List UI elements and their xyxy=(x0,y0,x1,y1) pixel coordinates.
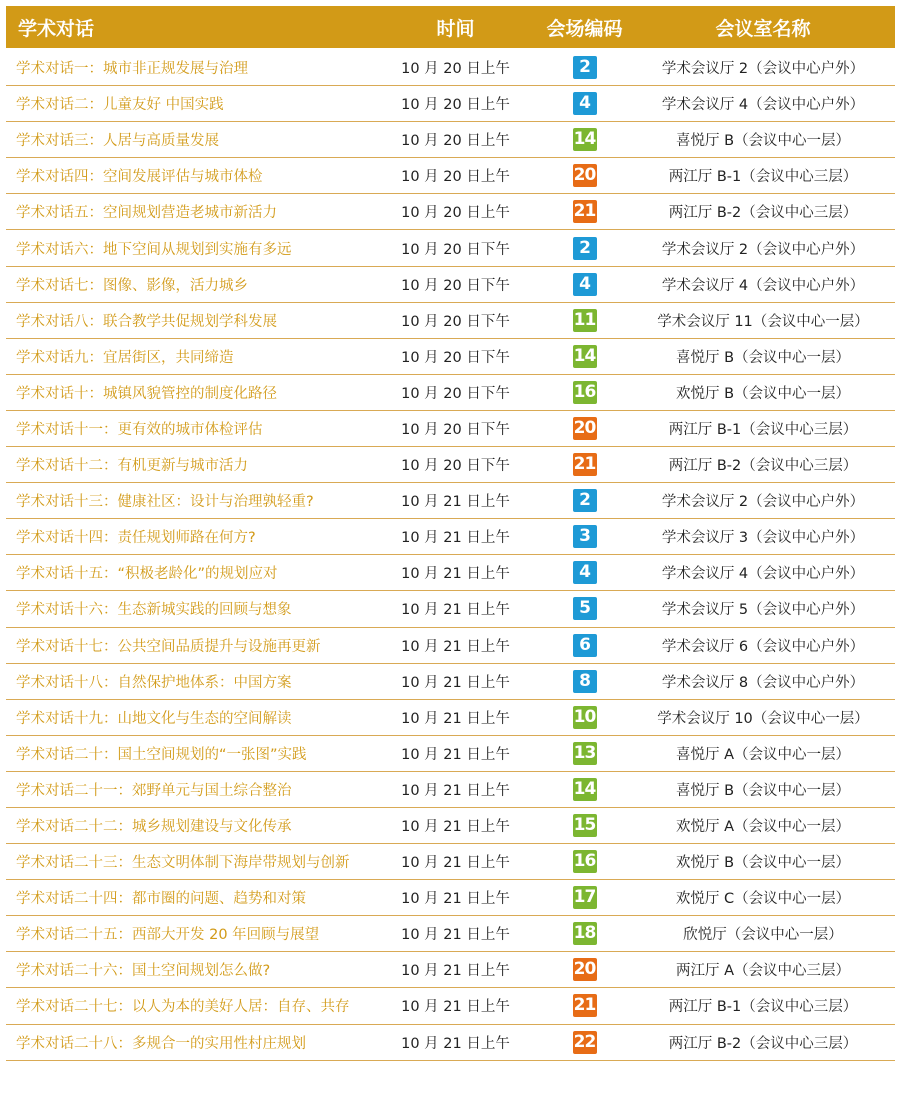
venue-code-cell xyxy=(538,627,631,663)
table-row xyxy=(6,699,895,735)
venue-code-badge: 2 xyxy=(573,237,597,260)
venue-code-cell xyxy=(538,916,631,952)
venue-code-cell xyxy=(538,302,631,338)
table-row xyxy=(6,735,895,771)
dialogue-title: 学术对话二十六：国土空间规划怎么做? xyxy=(6,952,373,988)
header-code: 会场编码 xyxy=(538,6,631,49)
room-name: 学术会议厅 4（会议中心户外） xyxy=(631,555,895,591)
table-row xyxy=(6,338,895,374)
table-row xyxy=(6,916,895,952)
session-time: 10 月 21 日上午 xyxy=(373,807,538,843)
venue-code-cell xyxy=(538,483,631,519)
session-time: 10 月 21 日上午 xyxy=(373,627,538,663)
dialogue-title: 学术对话二十四：都市圈的问题、趋势和对策 xyxy=(6,880,373,916)
session-time: 10 月 20 日下午 xyxy=(373,302,538,338)
session-time: 10 月 21 日上午 xyxy=(373,735,538,771)
venue-code-cell xyxy=(538,771,631,807)
venue-code-cell xyxy=(538,158,631,194)
table-row xyxy=(6,844,895,880)
venue-code-cell xyxy=(538,807,631,843)
venue-code-cell xyxy=(538,663,631,699)
session-time: 10 月 21 日上午 xyxy=(373,1024,538,1060)
venue-code-cell xyxy=(538,699,631,735)
dialogue-title: 学术对话十三：健康社区：设计与治理孰轻重? xyxy=(6,483,373,519)
venue-code-cell xyxy=(538,591,631,627)
header-room: 会议室名称 xyxy=(631,6,895,49)
table-row xyxy=(6,302,895,338)
room-name: 学术会议厅 3（会议中心户外） xyxy=(631,519,895,555)
dialogue-title: 学术对话十：城镇风貌管控的制度化路径 xyxy=(6,374,373,410)
venue-code-cell xyxy=(538,338,631,374)
venue-code-badge: 8 xyxy=(573,670,597,693)
header-row xyxy=(6,6,895,49)
venue-code-badge: 18 xyxy=(573,923,596,944)
dialogue-title: 学术对话十四：责任规划师路在何方? xyxy=(6,519,373,555)
dialogue-title: 学术对话十五：“积极老龄化”的规划应对 xyxy=(6,555,373,591)
venue-code-badge: 21 xyxy=(573,201,596,222)
room-name: 学术会议厅 4（会议中心户外） xyxy=(631,86,895,122)
table-row xyxy=(6,266,895,302)
session-time: 10 月 21 日上午 xyxy=(373,519,538,555)
venue-code-cell xyxy=(538,952,631,988)
room-name: 学术会议厅 8（会议中心户外） xyxy=(631,663,895,699)
header-title: 学术对话 xyxy=(6,6,373,49)
venue-code-cell xyxy=(538,447,631,483)
venue-code-cell xyxy=(538,230,631,266)
dialogue-title: 学术对话五：空间规划营造老城市新活力 xyxy=(6,194,373,230)
room-name: 学术会议厅 10（会议中心一层） xyxy=(631,699,895,735)
venue-code-badge: 13 xyxy=(573,742,596,763)
dialogue-title: 学术对话二十八：多规合一的实用性村庄规划 xyxy=(6,1024,373,1060)
room-name: 欣悦厅（会议中心一层） xyxy=(631,916,895,952)
table-row xyxy=(6,374,895,410)
table-row xyxy=(6,807,895,843)
session-time: 10 月 20 日上午 xyxy=(373,86,538,122)
dialogue-title: 学术对话七：图像、影像，活力城乡 xyxy=(6,266,373,302)
venue-code-badge: 11 xyxy=(573,309,596,330)
venue-code-cell xyxy=(538,122,631,158)
venue-code-badge: 22 xyxy=(573,1031,596,1052)
room-name: 喜悦厅 B（会议中心一层） xyxy=(631,338,895,374)
venue-code-badge: 21 xyxy=(573,454,596,475)
table-row xyxy=(6,86,895,122)
session-time: 10 月 21 日上午 xyxy=(373,699,538,735)
session-time: 10 月 21 日上午 xyxy=(373,483,538,519)
venue-code-badge: 20 xyxy=(573,417,596,438)
venue-code-cell xyxy=(538,374,631,410)
session-time: 10 月 21 日上午 xyxy=(373,591,538,627)
session-time: 10 月 21 日上午 xyxy=(373,844,538,880)
table-row xyxy=(6,194,895,230)
table-row xyxy=(6,555,895,591)
venue-code-badge: 3 xyxy=(573,525,597,548)
venue-code-badge: 20 xyxy=(573,959,596,980)
venue-code-cell xyxy=(538,49,631,86)
table-row xyxy=(6,627,895,663)
venue-code-badge: 2 xyxy=(573,56,597,79)
session-time: 10 月 20 日上午 xyxy=(373,49,538,86)
venue-code-badge: 4 xyxy=(573,273,597,296)
table-row xyxy=(6,519,895,555)
room-name: 两江厅 B-1（会议中心三层） xyxy=(631,158,895,194)
room-name: 喜悦厅 B（会议中心一层） xyxy=(631,122,895,158)
session-time: 10 月 20 日上午 xyxy=(373,158,538,194)
venue-code-badge: 5 xyxy=(573,597,597,620)
session-time: 10 月 21 日上午 xyxy=(373,988,538,1024)
venue-code-badge: 14 xyxy=(573,129,596,150)
session-time: 10 月 20 日上午 xyxy=(373,122,538,158)
venue-code-cell xyxy=(538,266,631,302)
dialogue-title: 学术对话十二：有机更新与城市活力 xyxy=(6,447,373,483)
session-time: 10 月 20 日下午 xyxy=(373,266,538,302)
session-time: 10 月 21 日上午 xyxy=(373,663,538,699)
dialogue-title: 学术对话三：人居与高质量发展 xyxy=(6,122,373,158)
dialogue-title: 学术对话二十二：城乡规划建设与文化传承 xyxy=(6,807,373,843)
schedule-table xyxy=(6,6,895,1061)
room-name: 两江厅 B-2（会议中心三层） xyxy=(631,1024,895,1060)
session-time: 10 月 21 日上午 xyxy=(373,952,538,988)
table-row xyxy=(6,1024,895,1060)
dialogue-title: 学术对话二十一：郊野单元与国土综合整治 xyxy=(6,771,373,807)
room-name: 两江厅 B-2（会议中心三层） xyxy=(631,194,895,230)
venue-code-badge: 15 xyxy=(573,815,596,836)
venue-code-badge: 17 xyxy=(573,887,596,908)
room-name: 学术会议厅 2（会议中心户外） xyxy=(631,230,895,266)
room-name: 学术会议厅 5（会议中心户外） xyxy=(631,591,895,627)
header-time: 时间 xyxy=(373,6,538,49)
venue-code-cell xyxy=(538,1024,631,1060)
venue-code-badge: 4 xyxy=(573,92,597,115)
dialogue-title: 学术对话二十七：以人为本的美好人居：自存、共存 xyxy=(6,988,373,1024)
venue-code-cell xyxy=(538,735,631,771)
room-name: 两江厅 B-1（会议中心三层） xyxy=(631,988,895,1024)
table-body xyxy=(6,49,895,1060)
dialogue-title: 学术对话十八：自然保护地体系：中国方案 xyxy=(6,663,373,699)
dialogue-title: 学术对话六：地下空间从规划到实施有多远 xyxy=(6,230,373,266)
session-time: 10 月 21 日上午 xyxy=(373,555,538,591)
room-name: 欢悦厅 C（会议中心一层） xyxy=(631,880,895,916)
session-time: 10 月 21 日上午 xyxy=(373,880,538,916)
venue-code-cell xyxy=(538,86,631,122)
table-row xyxy=(6,410,895,446)
venue-code-badge: 10 xyxy=(573,706,596,727)
room-name: 两江厅 A（会议中心三层） xyxy=(631,952,895,988)
table-row xyxy=(6,880,895,916)
venue-code-badge: 16 xyxy=(573,381,596,402)
venue-code-cell xyxy=(538,555,631,591)
table-row xyxy=(6,663,895,699)
dialogue-title: 学术对话四：空间发展评估与城市体检 xyxy=(6,158,373,194)
venue-code-cell xyxy=(538,194,631,230)
venue-code-cell xyxy=(538,410,631,446)
table-row xyxy=(6,230,895,266)
session-time: 10 月 20 日上午 xyxy=(373,194,538,230)
dialogue-title: 学术对话八：联合教学共促规划学科发展 xyxy=(6,302,373,338)
table-row xyxy=(6,952,895,988)
dialogue-title: 学术对话二十三：生态文明体制下海岸带规划与创新 xyxy=(6,844,373,880)
session-time: 10 月 20 日下午 xyxy=(373,374,538,410)
dialogue-title: 学术对话十七：公共空间品质提升与设施再更新 xyxy=(6,627,373,663)
room-name: 两江厅 B-1（会议中心三层） xyxy=(631,410,895,446)
room-name: 学术会议厅 4（会议中心户外） xyxy=(631,266,895,302)
venue-code-badge: 4 xyxy=(573,561,597,584)
venue-code-cell xyxy=(538,880,631,916)
dialogue-title: 学术对话二：儿童友好 中国实践 xyxy=(6,86,373,122)
room-name: 欢悦厅 A（会议中心一层） xyxy=(631,807,895,843)
venue-code-badge: 6 xyxy=(573,634,597,657)
room-name: 欢悦厅 B（会议中心一层） xyxy=(631,844,895,880)
dialogue-title: 学术对话九：宜居街区，共同缔造 xyxy=(6,338,373,374)
dialogue-title: 学术对话一：城市非正规发展与治理 xyxy=(6,49,373,86)
room-name: 学术会议厅 6（会议中心户外） xyxy=(631,627,895,663)
session-time: 10 月 21 日上午 xyxy=(373,771,538,807)
room-name: 学术会议厅 2（会议中心户外） xyxy=(631,483,895,519)
dialogue-title: 学术对话二十五：西部大开发 20 年回顾与展望 xyxy=(6,916,373,952)
venue-code-badge: 21 xyxy=(573,995,596,1016)
table-row xyxy=(6,988,895,1024)
room-name: 两江厅 B-2（会议中心三层） xyxy=(631,447,895,483)
dialogue-title: 学术对话二十：国土空间规划的“一张图”实践 xyxy=(6,735,373,771)
venue-code-badge: 20 xyxy=(573,165,596,186)
venue-code-badge: 14 xyxy=(573,345,596,366)
dialogue-title: 学术对话十九：山地文化与生态的空间解读 xyxy=(6,699,373,735)
venue-code-badge: 16 xyxy=(573,851,596,872)
session-time: 10 月 21 日上午 xyxy=(373,916,538,952)
room-name: 学术会议厅 2（会议中心户外） xyxy=(631,49,895,86)
venue-code-cell xyxy=(538,844,631,880)
venue-code-cell xyxy=(538,519,631,555)
table-row xyxy=(6,771,895,807)
room-name: 喜悦厅 A（会议中心一层） xyxy=(631,735,895,771)
dialogue-title: 学术对话十一：更有效的城市体检评估 xyxy=(6,410,373,446)
room-name: 喜悦厅 B（会议中心一层） xyxy=(631,771,895,807)
session-time: 10 月 20 日下午 xyxy=(373,447,538,483)
venue-code-badge: 14 xyxy=(573,778,596,799)
venue-code-badge: 2 xyxy=(573,489,597,512)
dialogue-title: 学术对话十六：生态新城实践的回顾与想象 xyxy=(6,591,373,627)
session-time: 10 月 20 日下午 xyxy=(373,230,538,266)
table-row xyxy=(6,447,895,483)
venue-code-cell xyxy=(538,988,631,1024)
session-time: 10 月 20 日下午 xyxy=(373,338,538,374)
room-name: 欢悦厅 B（会议中心一层） xyxy=(631,374,895,410)
table-row xyxy=(6,49,895,86)
table-row xyxy=(6,483,895,519)
table-row xyxy=(6,591,895,627)
session-time: 10 月 20 日下午 xyxy=(373,410,538,446)
table-row xyxy=(6,122,895,158)
table-row xyxy=(6,158,895,194)
room-name: 学术会议厅 11（会议中心一层） xyxy=(631,302,895,338)
